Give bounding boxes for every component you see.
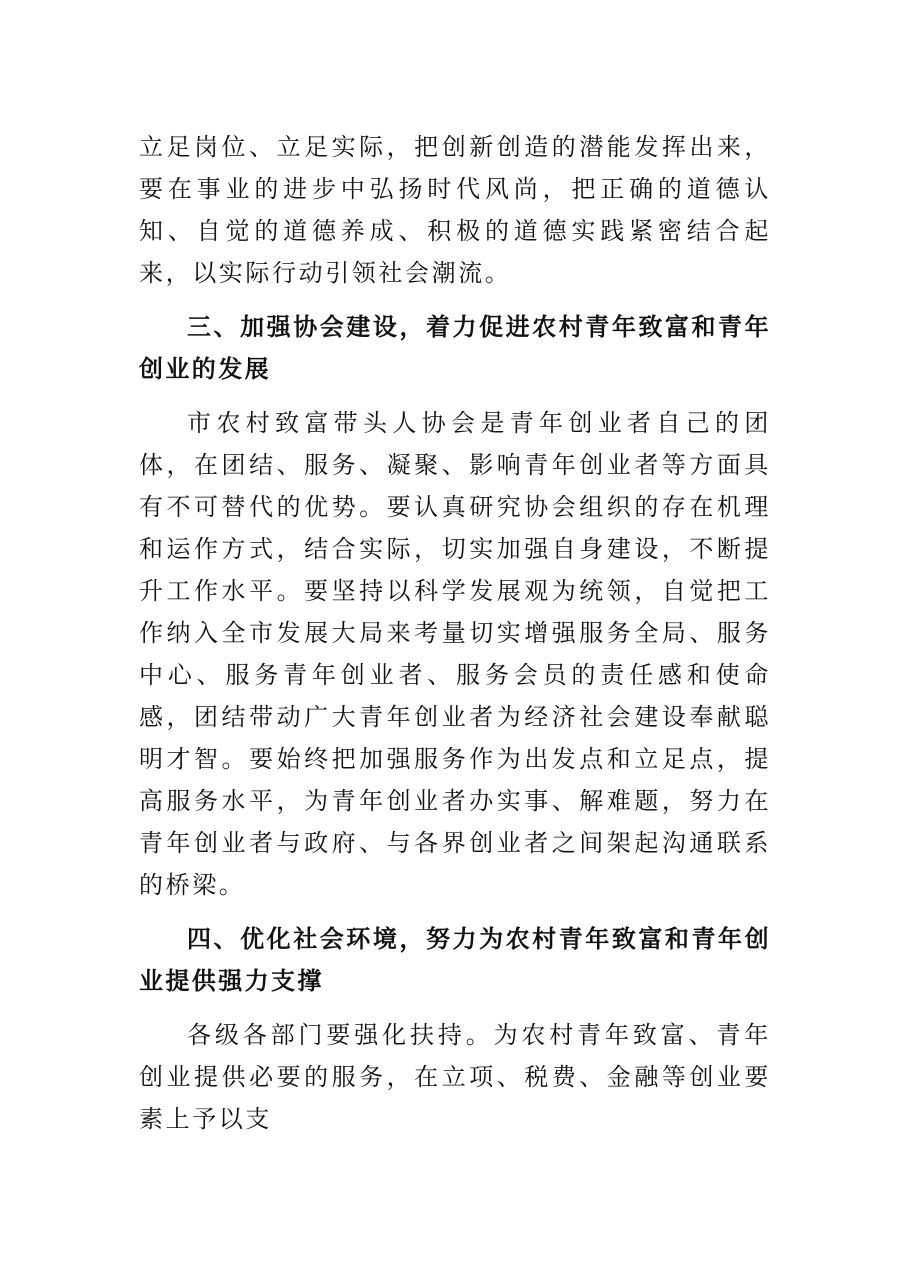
document-body (139, 126, 771, 1152)
paragraph-continuation: 立足岗位、立足实际，把创新创造的潜能发挥出来，要在事业的进步中弘扬时代风尚，把正确的道德认知、自觉的道德养成、积极的道德实践紧密结合起来，以实际行动引领社会潮流。 (139, 133, 771, 287)
section-heading-4: 四、优化社会环境，努力为农村青年致富和青年创业提供强力支撑 (139, 925, 771, 995)
paragraph-support: 各级各部门要强化扶持。为农村青年致富、青年创业提供必要的服务，在立项、税费、金融等创业要素上予以支 (139, 1021, 771, 1133)
paragraph-association: 市农村致富带头人协会是青年创业者自己的团体，在团结、服务、凝聚、影响青年创业者等方面具有不可替代的优势。要认真研究协会组织的存在机理和运作方式，结合实际，切实加强自身建设，不断提升工作水平。要坚持以科学发展观为统领，自觉把工作纳入全市发展大局来考量切实增强服务全局、服务中心、服务青年创业者、服务会员的责任感和使命感，团结带动广大青年创业者为经济社会建设奉献聪明才智。要始终把加强服务作为出发点和立足点，提高服务水平，为青年创业者办实事、解难题，努力在青年创业者与政府、与各界创业者之间架起沟通联系的桥梁。 (139, 409, 771, 899)
section-heading-3: 三、加强协会建设，着力促进农村青年致富和青年创业的发展 (139, 313, 771, 383)
